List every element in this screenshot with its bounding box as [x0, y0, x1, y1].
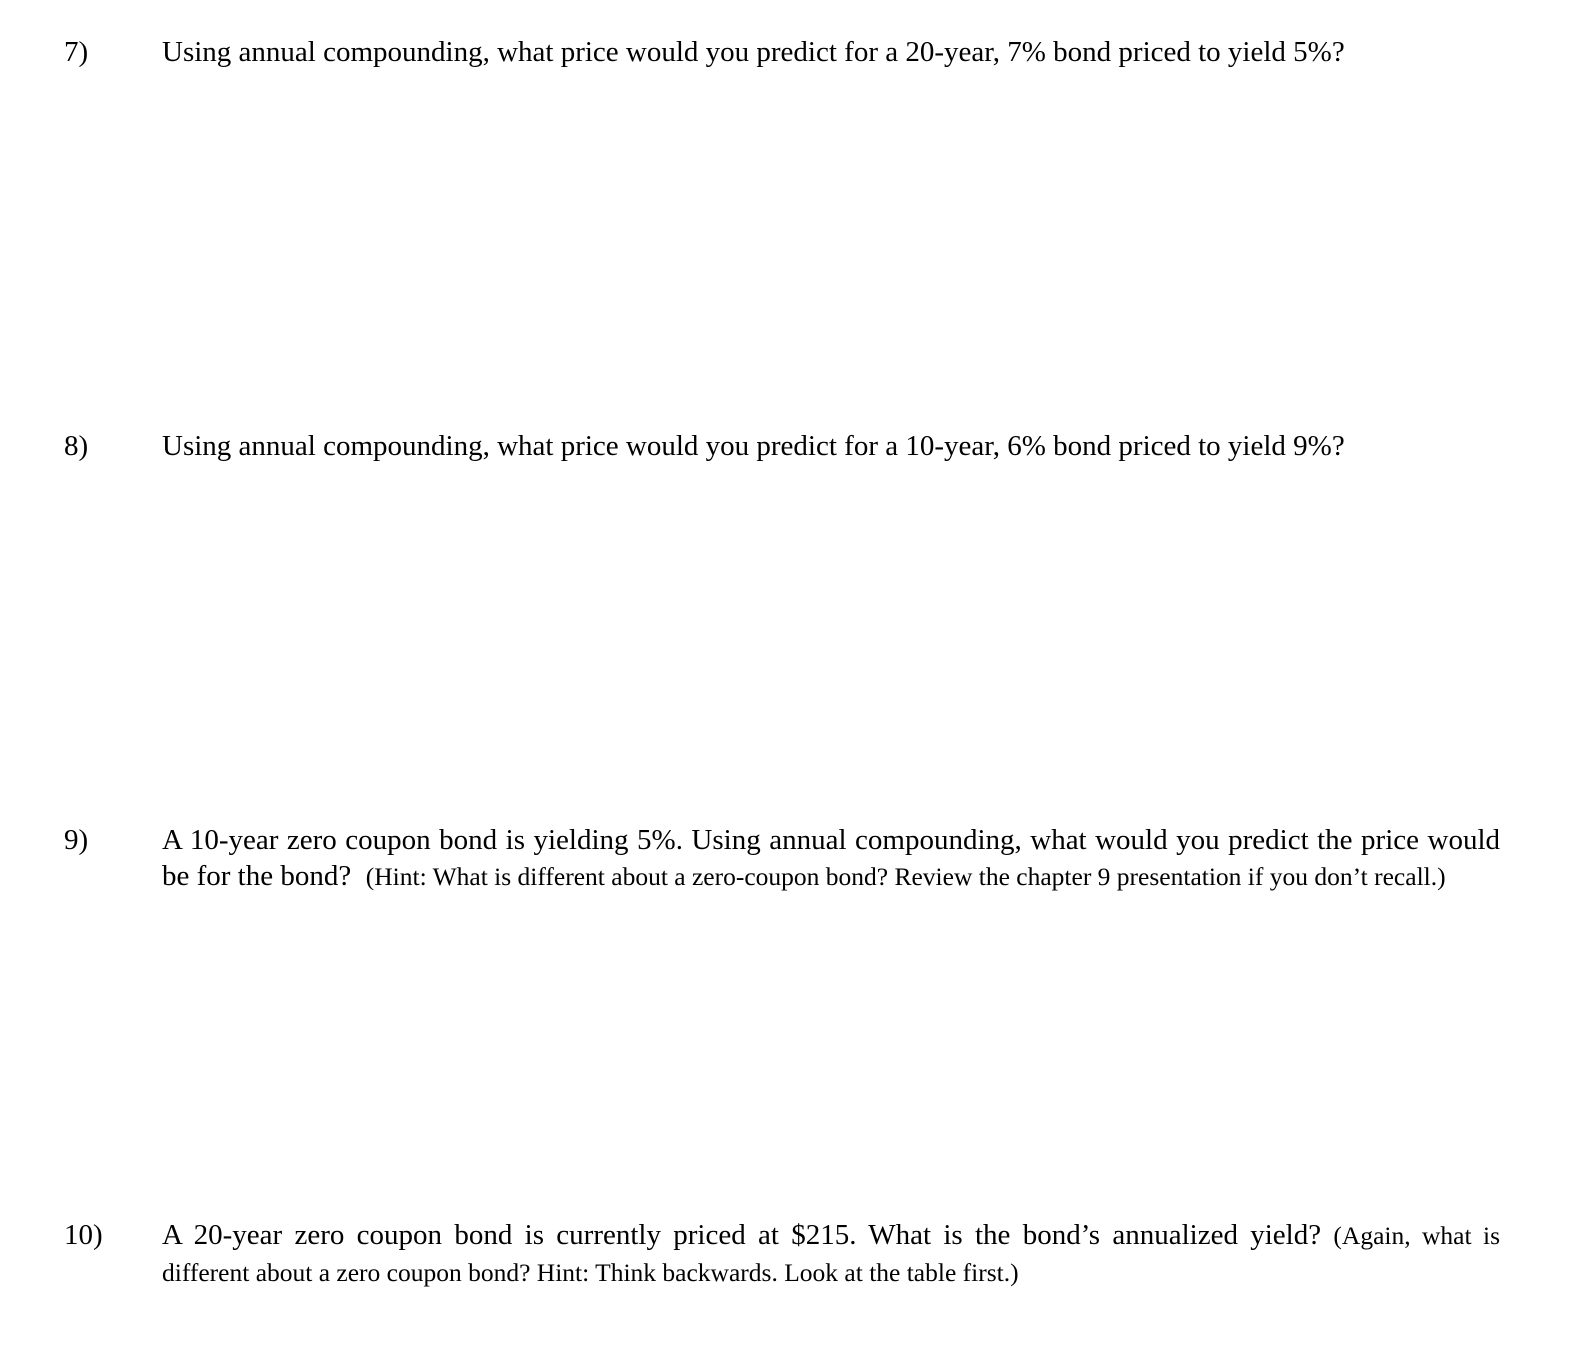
- question-number: 9): [64, 824, 89, 856]
- question-number: 10): [64, 1219, 103, 1251]
- question-text: Using annual compounding, what price would you predict for a 10-year, 6% bond priced to yield 9%?: [162, 430, 1345, 462]
- question-hint: (Again, what is different about a zero coupon bond? Hint: Think backwards. Look at the table first.): [162, 1221, 1501, 1287]
- question-text: A 20-year zero coupon bond is currently priced at $215. What is the bond’s annualized yield?: [162, 1219, 1322, 1251]
- question-text: A 10-year zero coupon bond is yielding 5%. Using annual compounding, what would you predict the price would be for the bond?: [162, 824, 1500, 892]
- question-number: 7): [64, 36, 89, 68]
- question-text: Using annual compounding, what price would you predict for a 20-year, 7% bond priced to yield 5%?: [162, 36, 1345, 68]
- question-text-block: [162, 1217, 1500, 1291]
- question-hint: (Hint: What is different about a zero-coupon bond? Review the chapter 9 presentation if you don’t recall.): [365, 862, 1446, 891]
- question-text-block: [162, 822, 1500, 895]
- question-text-block: [162, 428, 1500, 464]
- question-number: 8): [64, 430, 89, 462]
- question-text-block: [162, 34, 1500, 70]
